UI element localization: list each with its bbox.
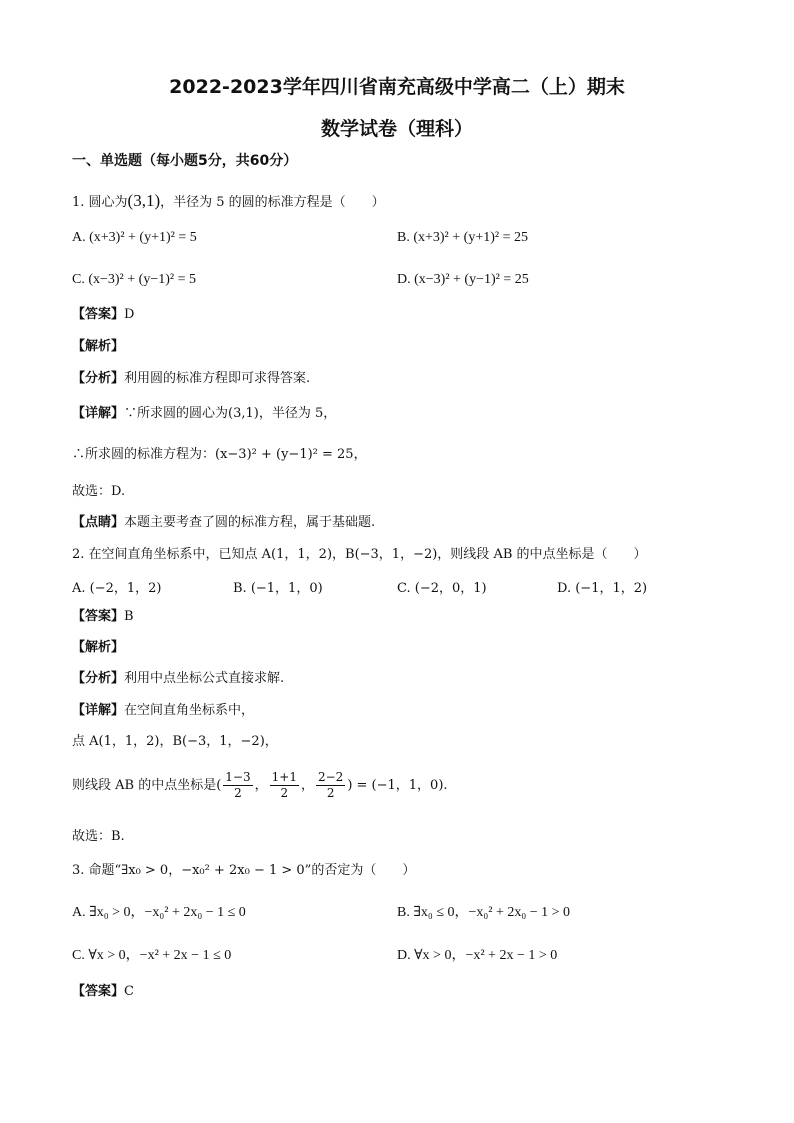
q1-choice: 故选：D. — [72, 484, 126, 499]
q3-option-d: D. ∀x > 0，−x² + 2x − 1 > 0 — [397, 948, 558, 963]
q3-option-c: C. ∀x > 0，−x² + 2x − 1 ≤ 0 — [72, 948, 232, 963]
fraction-z: $\frac{2-2}{2}$ — [317, 770, 344, 800]
q1-answer: 【答案】D — [72, 307, 135, 322]
q1-fenxi: 【分析】利用圆的标准方程即可求得答案. — [72, 371, 311, 386]
q1-option-c: C. (x−3)² + (y−1)² = 5 — [72, 272, 196, 287]
question-2-stem: 2. 在空间直角坐标系中，已知点 A(1，1，2)，B(−3，1，−2)，则线段 AB 的中点坐标是（ ） — [72, 547, 647, 562]
question-1-stem: 1. 圆心为(3,1)，半径为 5 的圆的标准方程是（ ） — [72, 191, 385, 210]
q1-dianjing: 【点睛】本题主要考查了圆的标准方程，属于基础题. — [72, 515, 376, 530]
q2-option-d: D. (−1，1，2) — [557, 581, 648, 596]
q2-midpoint-formula: 则线段 AB 的中点坐标是( $\frac{1-3}{2}$ ， $\frac{1+1}{2}$ ， $\frac{2-2}{2}$ ) = (−1，1，0). — [72, 770, 448, 800]
q2-option-a: A. (−2，1，2) — [72, 581, 162, 596]
q2-analysis-heading: 【解析】 — [72, 640, 125, 655]
exam-subtitle: 数学试卷（理科） — [320, 118, 473, 140]
question-3-stem: 3. 命题“∃x₀ > 0，−x₀² + 2x₀ − 1 > 0”的否定为（ ） — [72, 863, 416, 878]
fraction-y: $\frac{1+1}{2}$ — [271, 770, 297, 800]
q3-option-b: B. ∃x₀ ≤ 0，−x₀² + 2x₀ − 1 > 0 — [397, 905, 571, 920]
fraction-x: $\frac{1-3}{2}$ — [225, 770, 251, 800]
q2-answer: 【答案】B — [72, 609, 134, 624]
q2-option-c: C. (−2，0，1) — [397, 581, 487, 596]
q1-xiangjie: 【详解】∵所求圆的圆心为(3,1)，半径为 5， — [72, 406, 337, 421]
q2-fenxi: 【分析】利用中点坐标公式直接求解. — [72, 671, 285, 686]
q1-analysis-heading: 【解析】 — [72, 339, 125, 354]
q1-option-b: B. (x+3)² + (y+1)² = 25 — [397, 230, 528, 245]
q2-xiangjie: 【详解】在空间直角坐标系中， — [72, 703, 255, 718]
q2-choice: 故选：B. — [72, 829, 125, 844]
section-heading: 一、单选题（每小题5分，共60分） — [72, 153, 298, 169]
q2-option-b: B. (−1，1，0) — [233, 581, 323, 596]
q1-therefore: ∴所求圆的标准方程为：(x−3)² + (y−1)² = 25， — [72, 447, 367, 462]
q3-option-a: A. ∃x₀ > 0，−x₀² + 2x₀ − 1 ≤ 0 — [72, 905, 246, 920]
q3-answer: 【答案】C — [72, 984, 134, 999]
exam-title: 2022-2023学年四川省南充高级中学高二（上）期末 — [169, 76, 625, 98]
q1-option-a: A. (x+3)² + (y+1)² = 5 — [72, 230, 197, 245]
circle-center: (3,1) — [127, 191, 161, 210]
q2-points: 点 A(1，1，2)，B(−3，1，−2)， — [72, 734, 278, 749]
q1-option-d: D. (x−3)² + (y−1)² = 25 — [397, 272, 529, 287]
